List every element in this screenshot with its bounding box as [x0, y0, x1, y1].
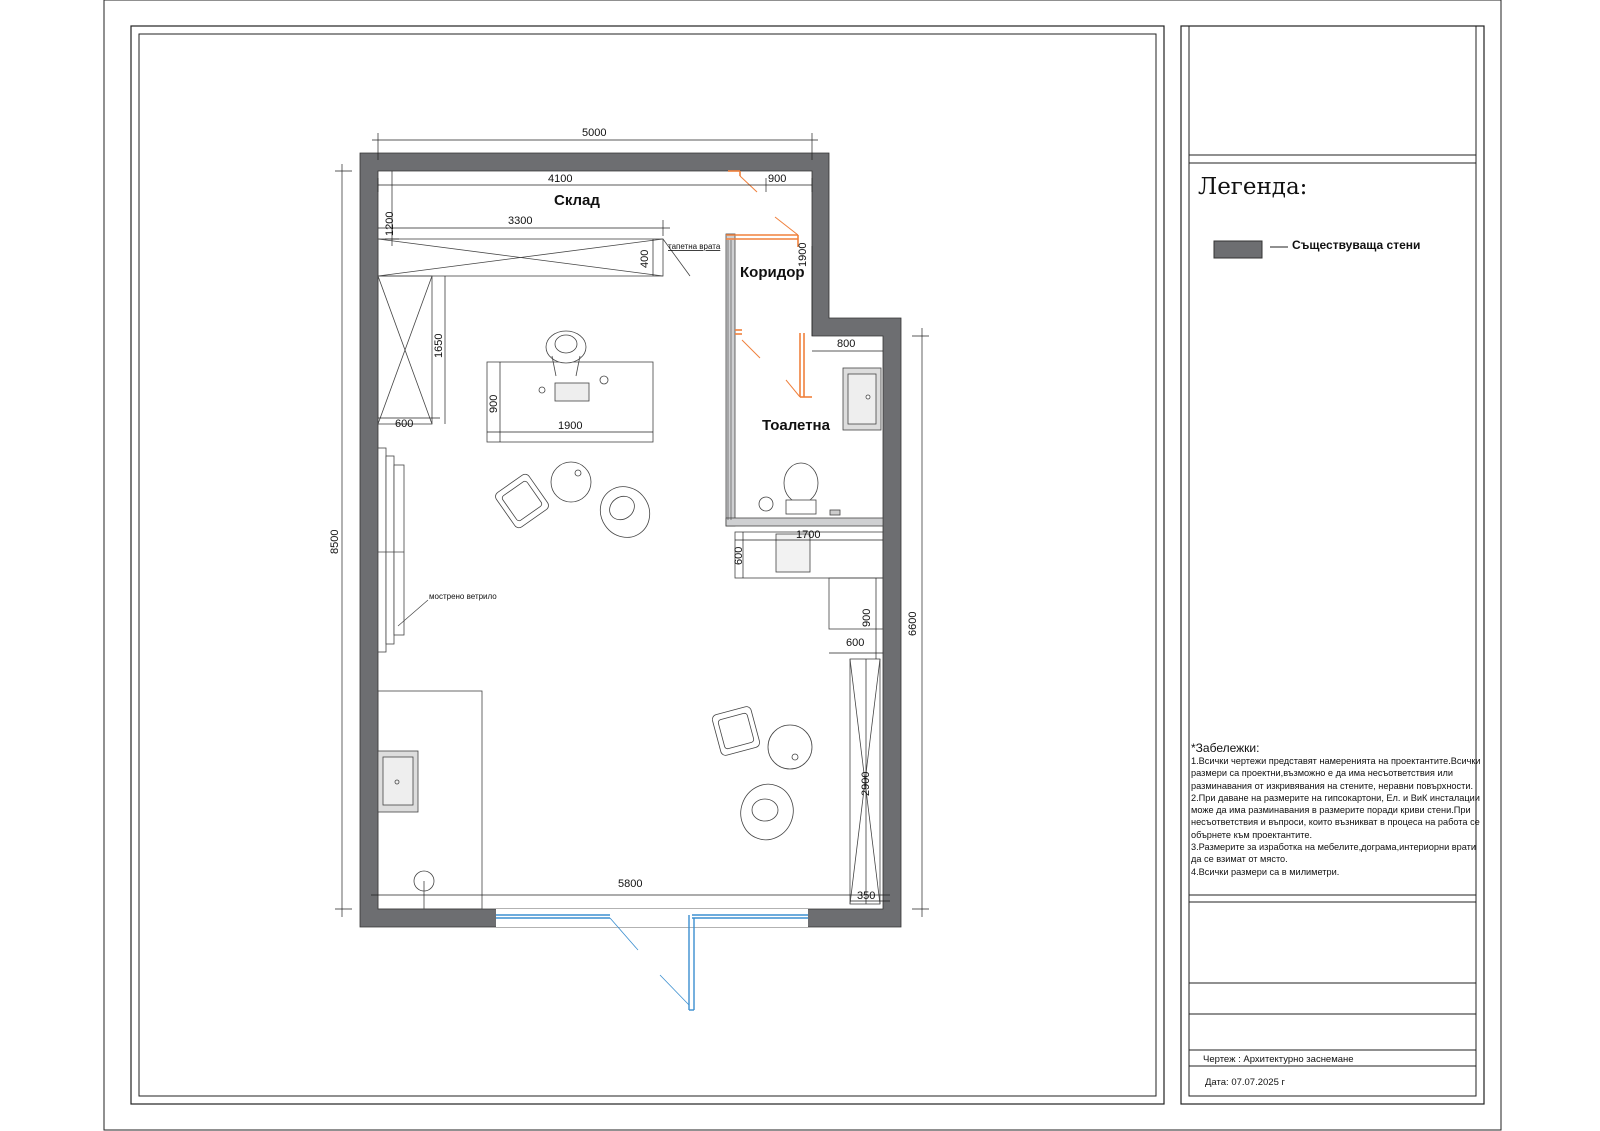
- lounge-set-1: [494, 462, 660, 547]
- legend-item-existing-walls: Съществуваща стени: [1292, 238, 1421, 252]
- sink-counter: [378, 691, 482, 909]
- window: [496, 909, 808, 1010]
- dim-1900-desk: 1900: [558, 420, 583, 432]
- dim-3300: 3300: [508, 215, 533, 227]
- legend-title: Легенда:: [1198, 174, 1308, 200]
- title-block-drawing: Чертеж : Архитектурно заснемане: [1203, 1054, 1354, 1065]
- note-2: 2.При даване на размерите на гипсокартони, Ел. и ВиК инсталации може да има разминавания в размерите поради криви стени.При несъответствия и въпроси, които възникват в процеса на работа се обърнете към проектантите.: [1191, 792, 1480, 840]
- dim-800: 800: [837, 338, 856, 350]
- note-3: 3.Размерите за изработка на мебелите,дограма,интериорни врати да се взимат от място.: [1191, 842, 1477, 865]
- legend-swatch: [1214, 241, 1288, 258]
- room-label-toilet: Тоалетна: [762, 417, 830, 434]
- dim-5000: 5000: [582, 127, 607, 139]
- dim-600-cabinet: 600: [846, 637, 865, 649]
- sample-fan-note: мострено ветрило: [429, 592, 497, 601]
- room-label-storage: Склад: [554, 192, 600, 209]
- dim-1900-vertical: 1900: [797, 242, 809, 267]
- note-1: 1.Всички чертежи представят намеренията на проектантите.Всички размери са проектни,възможно е да има несъответствия или разминавания от изкривявания на стените, неравни повърхности.: [1191, 756, 1481, 791]
- doors: [726, 171, 812, 397]
- dim-2900: 2900: [860, 771, 872, 796]
- dim-6600: 6600: [907, 611, 919, 636]
- hidden-door-note: тапетна врата: [668, 242, 721, 251]
- lounge-set-2: [711, 706, 812, 848]
- office-chair: [546, 331, 586, 376]
- dim-900-desk: 900: [488, 394, 500, 413]
- dim-900-cabinet: 900: [861, 608, 873, 627]
- dim-350: 350: [857, 890, 876, 902]
- dim-8500: 8500: [329, 529, 341, 554]
- display-panel: [378, 448, 404, 652]
- dim-400: 400: [639, 249, 651, 268]
- hall-cabinets: [735, 532, 883, 904]
- title-block-date: Дата: 07.07.2025 г: [1205, 1077, 1285, 1088]
- room-label-corridor: Коридор: [740, 264, 805, 281]
- dim-900-top: 900: [768, 173, 787, 185]
- note-4: 4.Всички размери са в милиметри.: [1191, 866, 1340, 877]
- notes-title: *Забележки:: [1191, 741, 1260, 755]
- dim-600-storage: 600: [395, 418, 414, 430]
- dim-1200: 1200: [384, 211, 396, 236]
- dim-1650: 1650: [433, 333, 445, 358]
- dim-600-counter: 600: [733, 546, 745, 565]
- dim-4100: 4100: [548, 173, 573, 185]
- notes-block: [1191, 742, 1481, 878]
- toilet-fixtures: [759, 368, 881, 515]
- dim-1700: 1700: [796, 529, 821, 541]
- dim-5800: 5800: [618, 878, 643, 890]
